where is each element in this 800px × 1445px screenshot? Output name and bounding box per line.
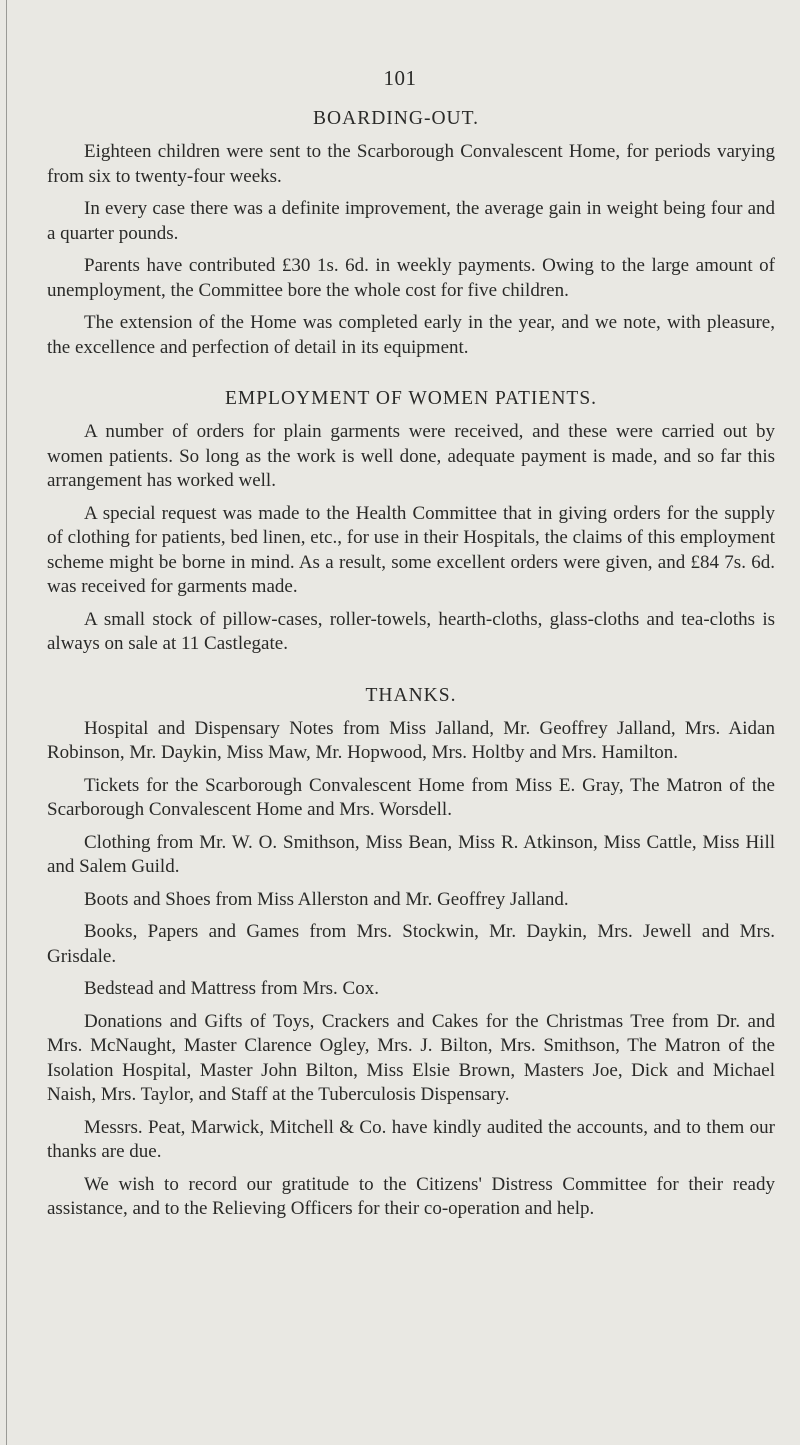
section-heading-employment: EMPLOYMENT OF WOMEN PATIENTS. bbox=[224, 388, 598, 409]
paragraph: The extension of the Home was completed early in the year, and we note, with pleasure, the excellence and perfection of detail in its equipment. bbox=[47, 312, 775, 358]
paragraph: Donations and Gifts of Toys, Crackers and Cakes for the Christmas Tree from Dr. and Mrs. McNaught, Master Clarence Ogley, Mrs. J. Bilton, Mrs. Smithson, The Matron of the Isolation Hospital, Master John Bilton, Miss Elsie Brown, Masters Joe, Dick and Michael Naish, Mrs. Taylor, and Staff at the Tuberculosis Dispensary. bbox=[47, 1010, 775, 1105]
section-thanks bbox=[47, 717, 775, 1222]
paragraph: Parents have contributed £30 1s. 6d. in weekly payments. Owing to the large amount of unemployment, the Committee bore the whole cost for five children. bbox=[47, 255, 775, 301]
page-number: 101 bbox=[383, 66, 417, 90]
section-boarding-out bbox=[47, 140, 775, 360]
paragraph: Books, Papers and Games from Mrs. Stockwin, Mr. Daykin, Mrs. Jewell and Mrs. Grisdale. bbox=[47, 921, 775, 967]
paragraph: Messrs. Peat, Marwick, Mitchell & Co. have kindly audited the accounts, and to them our thanks are due. bbox=[47, 1116, 775, 1162]
paragraph: Bedstead and Mattress from Mrs. Cox. bbox=[84, 978, 379, 999]
paragraph: We wish to record our gratitude to the Citizens' Distress Committee for their ready assistance, and to the Relieving Officers for their co-operation and help. bbox=[47, 1173, 775, 1219]
paragraph: A small stock of pillow-cases, roller-towels, hearth-cloths, glass-cloths and tea-cloths is always on sale at 11 Castlegate. bbox=[47, 608, 775, 654]
page-content bbox=[47, 108, 775, 1222]
paragraph: A number of orders for plain garments were received, and these were carried out by women patients. So long as the work is well done, adequate payment is made, and so far this arrangement has worked well. bbox=[47, 421, 775, 491]
paragraph: Clothing from Mr. W. O. Smithson, Miss Bean, Miss R. Atkinson, Miss Cattle, Miss Hill and Salem Guild. bbox=[47, 831, 775, 877]
section-employment bbox=[47, 420, 775, 657]
paragraph: In every case there was a definite improvement, the average gain in weight being four and a quarter pounds. bbox=[47, 198, 775, 244]
paragraph: Tickets for the Scarborough Convalescent Home from Miss E. Gray, The Matron of the Scarborough Convalescent Home and Mrs. Worsdell. bbox=[47, 774, 775, 820]
paragraph: Hospital and Dispensary Notes from Miss Jalland, Mr. Geoffrey Jalland, Mrs. Aidan Robinson, Mr. Daykin, Miss Maw, Mr. Hopwood, Mrs. Holtby and Mrs. Hamilton. bbox=[47, 717, 775, 763]
paragraph: Eighteen children were sent to the Scarborough Convalescent Home, for periods varying from six to twenty-four weeks. bbox=[47, 141, 775, 187]
paragraph: Boots and Shoes from Miss Allerston and Mr. Geoffrey Jalland. bbox=[84, 888, 569, 910]
section-heading-thanks: THANKS. bbox=[365, 684, 457, 706]
page-edge-line bbox=[6, 0, 7, 1445]
section-heading-boarding-out: BOARDING-OUT. bbox=[313, 108, 479, 129]
paragraph: A special request was made to the Health Committee that in giving orders for the supply of clothing for patients, bed linen, etc., for use in their Hospitals, the claims of this employment scheme might be borne in mind. As a result, some excellent orders were given, and £84 7s. 6d. was received for garments made. bbox=[47, 502, 775, 597]
